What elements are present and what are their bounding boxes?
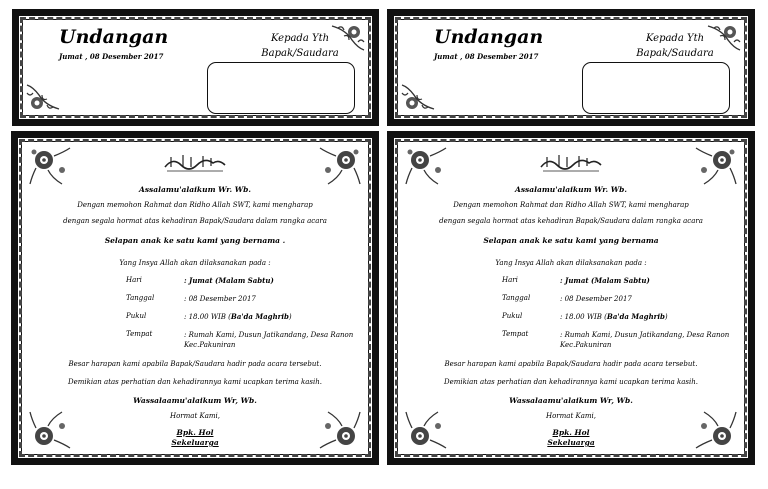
time-suffix: ) xyxy=(664,313,668,321)
envelope-card-right xyxy=(387,9,755,126)
envelope-card-left xyxy=(12,9,379,126)
envelope-date: Jumat , 08 Desember 2017 xyxy=(434,52,539,61)
detail-value: : Jumat (Malam Sabtu) xyxy=(184,276,274,285)
signature-name: Bpk. Hol xyxy=(552,428,590,437)
envelope-recipient xyxy=(630,31,720,61)
detail-value: : 08 Desember 2017 xyxy=(184,295,256,303)
detail-label: Pukul xyxy=(502,312,523,320)
address-box xyxy=(582,62,730,114)
invitation-letter-right xyxy=(387,131,755,465)
detail-value: : Rumah Kami, Dusun Jatikandang, Desa Ranon Kec.Pakuniran xyxy=(560,331,730,349)
envelope-title: Undangan xyxy=(59,26,169,48)
time-text: : 18.00 WIB ( xyxy=(184,313,231,321)
signature-family: Sekeluarga xyxy=(547,438,595,447)
floral-ornament-icon xyxy=(400,81,438,113)
opening-line-2: dengan segala hormat atas kehadiran Bapak/Saudara dalam rangka acara xyxy=(63,217,327,225)
envelope-recipient xyxy=(255,31,345,61)
time-bold-text: Ba'da Maghrib xyxy=(230,312,289,321)
closing-salam: Wassalaamu'alaikum Wr, Wb. xyxy=(509,396,633,405)
hope-line: Besar harapan kami apabila Bapak/Saudara hadir pada acara tersebut. xyxy=(444,360,698,368)
detail-label: Hari xyxy=(126,276,142,284)
closing-salam: Wassalaamu'alaikum Wr, Wb. xyxy=(133,396,257,405)
schedule-intro: Yang Insya Allah akan dilaksanakan pada : xyxy=(495,259,647,267)
detail-value: : Rumah Kami, Dusun Jatikandang, Desa Ranon Kec.Pakuniran xyxy=(184,331,354,349)
detail-value: : 08 Desember 2017 xyxy=(560,295,632,303)
envelope-date: Jumat , 08 Desember 2017 xyxy=(59,52,164,61)
signature-name: Bpk. Hol xyxy=(176,428,214,437)
basmalah-calligraphy-icon xyxy=(163,153,227,173)
regards: Hormat Kami, xyxy=(169,412,221,420)
opening-line-1: Dengan memohon Rahmat dan Ridho Allah SWT, kami mengharap xyxy=(453,201,689,209)
invitation-letter-left xyxy=(11,131,379,465)
detail-value xyxy=(184,312,374,322)
schedule-intro: Yang Insya Allah akan dilaksanakan pada : xyxy=(119,259,271,267)
envelope-title: Undangan xyxy=(434,26,544,48)
hope-line: Besar harapan kami apabila Bapak/Saudara hadir pada acara tersebut. xyxy=(68,360,322,368)
recipient-line-1: Kepada Yth xyxy=(270,33,330,44)
detail-value xyxy=(560,312,750,322)
thanks-line: Demikian atas perhatian dan kehadirannya kami ucapkan terima kasih. xyxy=(444,378,698,386)
floral-ornament-icon xyxy=(404,146,448,186)
detail-value: : Jumat (Malam Sabtu) xyxy=(560,276,650,285)
address-box xyxy=(207,62,355,114)
floral-ornament-icon xyxy=(694,146,738,186)
event-line: Selapan anak ke satu kami yang bernama xyxy=(483,236,659,245)
recipient-line-2: Bapak/Saudara xyxy=(636,48,714,59)
detail-label: Tempat xyxy=(126,330,153,338)
thanks-line: Demikian atas perhatian dan kehadirannya kami ucapkan terima kasih. xyxy=(68,378,322,386)
recipient-line-1: Kepada Yth xyxy=(645,33,705,44)
detail-label: Tanggal xyxy=(502,294,531,302)
greeting: Assalamu'alaikum Wr. Wb. xyxy=(139,185,251,194)
floral-ornament-icon xyxy=(318,146,362,186)
time-bold-text: Ba'da Maghrib xyxy=(606,312,665,321)
time-text: : 18.00 WIB ( xyxy=(560,313,607,321)
detail-label: Pukul xyxy=(126,312,147,320)
time-suffix: ) xyxy=(288,313,292,321)
opening-line-2: dengan segala hormat atas kehadiran Bapak/Saudara dalam rangka acara xyxy=(439,217,703,225)
signature-family: Sekeluarga xyxy=(171,438,219,447)
event-line: Selapan anak ke satu kami yang bernama . xyxy=(104,236,286,245)
floral-ornament-icon xyxy=(25,81,63,113)
recipient-line-2: Bapak/Saudara xyxy=(261,48,339,59)
greeting: Assalamu'alaikum Wr. Wb. xyxy=(515,185,627,194)
basmalah-calligraphy-icon xyxy=(539,153,603,173)
detail-label: Tanggal xyxy=(126,294,155,302)
opening-line-1: Dengan memohon Rahmat dan Ridho Allah SWT, kami mengharap xyxy=(77,201,313,209)
floral-ornament-icon xyxy=(28,146,72,186)
regards: Hormat Kami, xyxy=(545,412,597,420)
detail-label: Hari xyxy=(502,276,518,284)
detail-label: Tempat xyxy=(502,330,529,338)
